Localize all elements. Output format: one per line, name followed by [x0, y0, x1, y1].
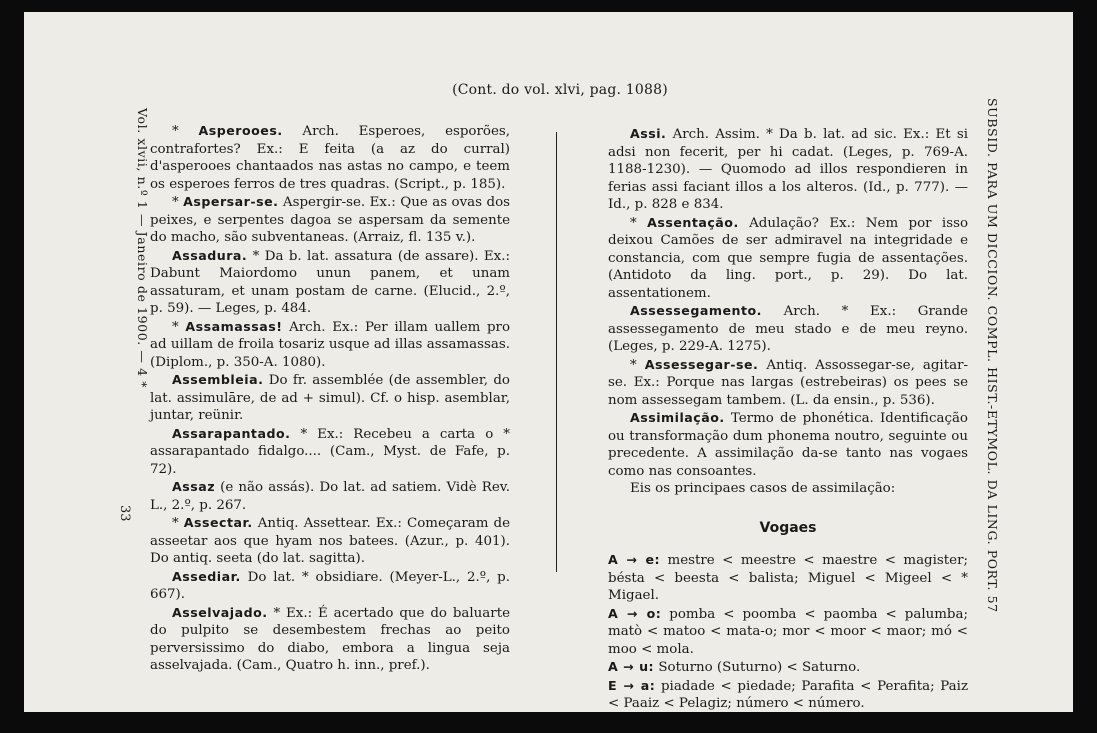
- entry-text: piadade < piedade; Parafita < Perafita; Paiz < Paaiz < Pelagiz; número < número.: [608, 678, 968, 711]
- dictionary-entry: [608, 356, 968, 410]
- right-entries: [608, 125, 968, 498]
- entry-text: * Ex.: É acertado que do baluarte do pulpito se desembestem frechas ao peito perversissimo do diabo, embora a lingua seja asselvajada. (Cam., Quatro h. inn., pref.).: [150, 605, 510, 673]
- entry-text: Antiq. Assettear. Ex.: Começaram de asseetar aos que hyam nos batees. (Azur., p. 401). Do antiq. seeta (do lat. sagitta).: [150, 516, 510, 566]
- dictionary-entry: [608, 658, 968, 677]
- entry-headword: A → u:: [608, 659, 655, 674]
- entry-headword: Assarapantado.: [172, 425, 291, 441]
- dictionary-entry: [150, 371, 510, 425]
- dictionary-entry: [150, 318, 510, 372]
- entry-headword: Aspersar-se.: [183, 194, 279, 209]
- entry-text: Arch. * Ex.: Grande assessegamento de meu stado e de meu reyno. (Leges, p. 229-A. 1275).: [608, 304, 968, 354]
- dictionary-entry: [608, 214, 968, 303]
- entry-text: Antiq. Assossegar-se, agitar-se. Ex.: Porque nas largas (estrebeiras) os pees se nom assessegam tambem. (L. da ensin., p. 536).: [608, 357, 968, 408]
- entry-text: Termo de phonética. Identificação ou transformação dum phonema noutro, seguinte ou precedente. A assimilação da-se tanto nas vogaes como nas consoantes.: [608, 411, 968, 479]
- column-divider: [556, 132, 557, 572]
- dictionary-entry: [150, 247, 510, 318]
- page-header: (Cont. do vol. xlvi, pag. 1088): [452, 82, 668, 98]
- entry-prefix: *: [630, 215, 648, 231]
- entry-headword: Assamassas!: [185, 318, 283, 334]
- entry-headword: Asperooes.: [198, 123, 283, 138]
- entry-headword: Assessegamento.: [630, 303, 762, 318]
- entry-headword: Assembleia.: [172, 372, 264, 387]
- entry-text: Do fr. assemblée (de assembler, do lat. assimulāre, de ad + simul). Cf. o hisp. asemblar, juntar, reünir.: [150, 373, 510, 423]
- dictionary-entry: [608, 125, 968, 214]
- dictionary-entry: [150, 425, 510, 479]
- entry-prefix: *: [172, 516, 184, 531]
- dictionary-entry: [150, 568, 510, 604]
- entry-headword: A → e:: [608, 552, 661, 567]
- right-column: [608, 125, 968, 713]
- dictionary-entry: [608, 409, 968, 480]
- entry-text: pomba < poomba < paomba < palumba; matò < matoo < mata-o; mor < moor < maor; mó < moo < mola.: [608, 606, 968, 657]
- dictionary-entry: [150, 122, 510, 193]
- entry-text: (e não assás). Do lat. ad satiem. Vidè Rev. L., 2.º, p. 267.: [150, 480, 510, 513]
- entry-headword: Assaz: [172, 479, 216, 494]
- dictionary-entry: [608, 551, 968, 605]
- dictionary-entry: [150, 604, 510, 675]
- entry-text: Adulação? Ex.: Nem por isso deixou Camões de ser admiravel na integridade e constancia, com que sempre fugia de assentações. (Antidoto da ling. port., p. 29). Do lat. assentationem.: [608, 215, 969, 301]
- entry-headword: Asselvajado.: [172, 604, 268, 620]
- entry-text: Aspergir-se. Ex.: Que as ovas dos peixes, e serpentes dagoa se aspersam da semente do macho, são subventaneas. (Arraiz, fl. 135 v.).: [150, 195, 510, 245]
- entry-headword: E → a:: [608, 677, 656, 693]
- right-margin-running-head: SUBSID. PARA UM DICCION. COMPL. HIST.-ETYMOL. DA LING. PORT. 57: [985, 98, 1000, 613]
- entry-headword: Assadura.: [172, 247, 248, 263]
- entry-prefix: *: [172, 319, 186, 335]
- entry-prefix: *: [172, 124, 199, 139]
- section-heading-vogaes: Vogaes: [759, 519, 817, 536]
- entry-text: Arch. Esperoes, esporões, contrafortes? Ex.: E feita (a az do curral) d'asperooes chantaados nas astas no campo, e teem os esperoes ferros de tres quadras. (Script., p. 185).: [150, 124, 511, 192]
- dictionary-entry: [150, 193, 510, 247]
- dictionary-entry: [608, 480, 968, 498]
- entry-text: Arch. Assim. * Da b. lat. ad sic. Ex.: Et si adsi non fecerit, per hi cadat. (Leges, p. 769-A. 1188-1230). — Quomodo ad illos respondieren in ferias assi faciant illos a los alteros. (Id., p. 777). — Id., p. 828 e 834.: [608, 127, 968, 212]
- entry-prefix: *: [172, 195, 184, 210]
- dictionary-entry: [608, 605, 968, 659]
- entry-headword: Assimilação.: [630, 410, 725, 425]
- entry-text: * Ex.: Recebeu a carta o * assarapantado fidalgo.... (Cam., Myst. de Fafe, p. 72).: [150, 426, 510, 477]
- entry-text: mestre < meestre < maestre < magister; bésta < beesta < balista; Miguel < Migeel < * Migael.: [608, 553, 968, 603]
- entry-headword: Assi.: [630, 126, 667, 141]
- entry-headword: Assentação.: [647, 214, 739, 230]
- entry-headword: Assessegar-se.: [644, 356, 759, 372]
- dictionary-entry: [150, 514, 510, 568]
- entry-headword: Assediar.: [172, 568, 241, 584]
- entry-text: Do lat. * obsidiare. (Meyer-L., 2.º, p. 667).: [150, 569, 510, 602]
- left-column: [150, 122, 510, 675]
- entry-headword: A → o:: [608, 605, 662, 621]
- left-margin-running-head: Vol. xlvii, n.º 1 — Janeiro de 1900. — 4 *: [135, 108, 150, 389]
- vowel-rules: [608, 551, 968, 713]
- entry-prefix: *: [630, 357, 645, 373]
- entry-text: Eis os principaes casos de assimilação:: [630, 481, 896, 496]
- entry-headword: Assectar.: [183, 515, 253, 530]
- entry-text: Soturno (Suturno) < Saturno.: [654, 660, 861, 675]
- dictionary-entry: [150, 478, 510, 514]
- page-number: 33: [117, 505, 132, 522]
- entry-text: Arch. Ex.: Per illam uallem pro ad uillam de froila tosariz usque ad illas assamassas. (Diplom., p. 350-A. 1080).: [150, 319, 511, 370]
- entry-text: * Da b. lat. assatura (de assare). Ex.: Dabunt Maiordomo unun panem, et unam assaturam, et unam postam de carne. (Elucid., 2.º, p. 59). — Leges, p. 484.: [150, 248, 510, 316]
- dictionary-entry: [608, 677, 968, 713]
- dictionary-entry: [608, 302, 968, 356]
